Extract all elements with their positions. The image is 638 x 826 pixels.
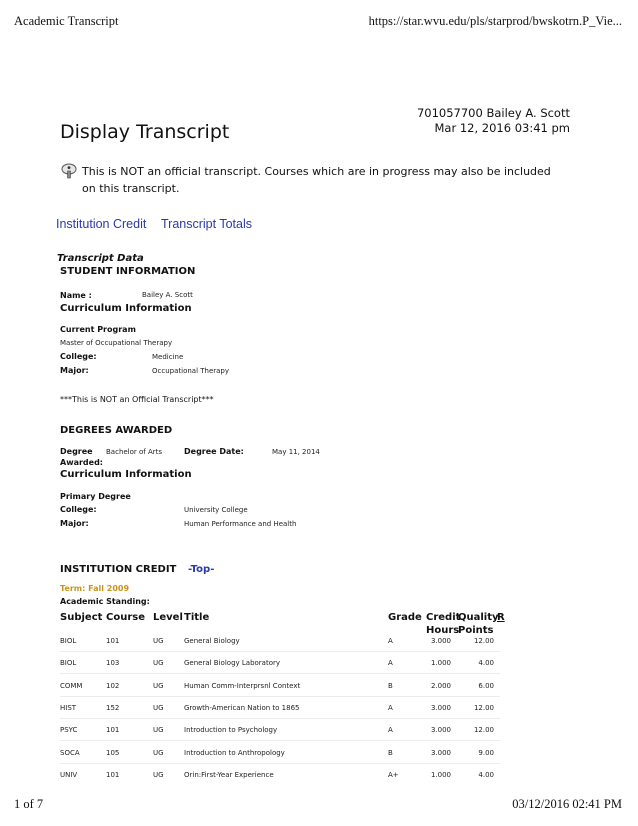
course-cell-course: 103 xyxy=(106,659,120,668)
col-credit-hours: Hours xyxy=(426,625,460,636)
table-caption: Transcript Data xyxy=(57,253,144,264)
course-cell-grade: B xyxy=(388,748,393,757)
row-divider xyxy=(60,673,500,674)
col-credit: Credit xyxy=(426,612,461,623)
degree-label-awarded: Awarded: xyxy=(60,458,104,467)
curriculum-heading: Curriculum Information xyxy=(60,303,192,314)
not-official-notice: ***This is NOT an Official Transcript*** xyxy=(60,395,214,404)
institution-credit-heading: INSTITUTION CREDIT xyxy=(60,564,177,575)
degree-value: Bachelor of Arts xyxy=(106,448,163,456)
course-cell-title: Introduction to Psychology xyxy=(184,726,278,735)
name-label: Name : xyxy=(60,291,92,300)
term-label: Term: Fall 2009 xyxy=(60,584,130,593)
course-cell-level: UG xyxy=(153,659,164,668)
row-divider xyxy=(60,718,500,719)
disclaimer-text: This is NOT an official transcript. Courses which are in progress may also be included on this transcript. xyxy=(82,165,551,195)
course-cell-title: Growth-American Nation to 1865 xyxy=(184,703,300,712)
student-id-line: 701057700 Bailey A. Scott xyxy=(416,106,570,120)
info-icon xyxy=(61,163,77,179)
course-cell-subject: PSYC xyxy=(60,726,78,735)
course-cell-points: 9.00 xyxy=(478,748,494,757)
course-cell-course: 105 xyxy=(106,748,120,757)
course-cell-level: UG xyxy=(153,703,164,712)
college-label: College: xyxy=(60,352,97,361)
course-cell-points: 12.00 xyxy=(473,726,494,735)
course-cell-level: UG xyxy=(153,726,164,735)
course-cell-title: Human Comm-Interprsnl Context xyxy=(184,681,301,690)
print-url: https://star.wvu.edu/pls/starprod/bwskotrn.P_Vie... xyxy=(368,14,622,28)
student-info-heading: STUDENT INFORMATION xyxy=(60,266,196,277)
course-cell-points: 12.00 xyxy=(473,637,494,645)
course-cell-points: 4.00 xyxy=(478,770,494,779)
col-repeat: R xyxy=(497,612,505,623)
course-cell-grade: A+ xyxy=(388,770,399,779)
col-course: Course xyxy=(106,612,145,623)
course-cell-subject: BIOL xyxy=(60,637,77,645)
course-cell-grade: A xyxy=(388,659,393,668)
course-cell-points: 12.00 xyxy=(473,703,494,712)
course-cell-subject: SOCA xyxy=(60,748,80,757)
print-page-count: 1 of 7 xyxy=(14,797,44,811)
major-value: Occupational Therapy xyxy=(152,367,230,375)
course-cell-course: 101 xyxy=(106,726,120,735)
row-divider xyxy=(60,763,500,764)
course-cell-course: 152 xyxy=(106,703,120,712)
course-cell-hours: 3.000 xyxy=(430,726,451,735)
row-divider xyxy=(60,696,500,697)
course-cell-title: General Biology xyxy=(184,637,240,645)
current-program-label: Current Program xyxy=(60,325,136,334)
col-subject: Subject xyxy=(60,612,103,623)
degree-date-label: Degree Date: xyxy=(184,447,244,456)
course-cell-level: UG xyxy=(153,770,164,779)
academic-standing-label: Academic Standing: xyxy=(60,597,150,606)
degree-major-value: Human Performance and Health xyxy=(184,520,297,528)
course-cell-hours: 3.000 xyxy=(430,703,451,712)
institution-credit-link[interactable]: Institution Credit xyxy=(56,217,147,231)
col-level: Level xyxy=(153,612,183,623)
course-cell-hours: 1.000 xyxy=(430,770,451,779)
degree-major-label: Major: xyxy=(60,519,89,528)
course-cell-course: 102 xyxy=(106,681,120,690)
degree-date-value: May 11, 2014 xyxy=(272,448,320,456)
degree-college-label: College: xyxy=(60,505,97,514)
course-cell-level: UG xyxy=(153,637,164,645)
course-cell-hours: 1.000 xyxy=(430,659,451,668)
row-divider xyxy=(60,651,500,652)
course-cell-points: 4.00 xyxy=(478,659,494,668)
course-cell-hours: 2.000 xyxy=(430,681,451,690)
course-cell-subject: BIOL xyxy=(60,659,77,668)
major-label: Major: xyxy=(60,366,89,375)
course-cell-title: Introduction to Anthropology xyxy=(184,748,285,757)
date-line: Mar 12, 2016 03:41 pm xyxy=(434,121,570,135)
col-grade: Grade xyxy=(388,612,422,623)
course-cell-title: General Biology Laboratory xyxy=(184,659,281,668)
col-quality: Quality xyxy=(458,612,499,623)
row-divider xyxy=(60,740,500,741)
degree-curriculum-heading: Curriculum Information xyxy=(60,469,192,480)
col-title: Title xyxy=(184,612,210,623)
top-link[interactable]: -Top- xyxy=(188,564,215,575)
course-cell-level: UG xyxy=(153,681,164,690)
print-timestamp: 03/12/2016 02:41 PM xyxy=(512,797,622,811)
course-cell-subject: UNIV xyxy=(60,770,78,779)
course-cell-grade: A xyxy=(388,726,393,735)
print-page-title: Academic Transcript xyxy=(14,14,119,28)
course-cell-grade: A xyxy=(388,637,393,645)
course-cell-subject: HIST xyxy=(60,703,77,712)
degree-label: Degree xyxy=(60,447,93,456)
course-cell-grade: A xyxy=(388,703,393,712)
degrees-heading: DEGREES AWARDED xyxy=(60,425,173,436)
col-quality-points: Points xyxy=(458,625,494,636)
college-value: Medicine xyxy=(152,353,184,361)
page-title: Display Transcript xyxy=(60,121,230,143)
program-value: Master of Occupational Therapy xyxy=(60,339,173,347)
course-cell-points: 6.00 xyxy=(478,681,494,690)
name-value: Bailey A. Scott xyxy=(142,291,193,299)
course-cell-title: Orin:First-Year Experience xyxy=(184,770,274,779)
primary-degree-label: Primary Degree xyxy=(60,492,131,501)
course-cell-grade: B xyxy=(388,681,393,690)
course-cell-hours: 3.000 xyxy=(430,637,451,645)
transcript-totals-link[interactable]: Transcript Totals xyxy=(161,217,253,231)
course-cell-course: 101 xyxy=(106,637,120,645)
degree-college-value: University College xyxy=(184,506,248,514)
course-cell-course: 101 xyxy=(106,770,120,779)
course-cell-subject: COMM xyxy=(60,681,83,690)
course-cell-level: UG xyxy=(153,748,164,757)
course-cell-hours: 3.000 xyxy=(430,748,451,757)
